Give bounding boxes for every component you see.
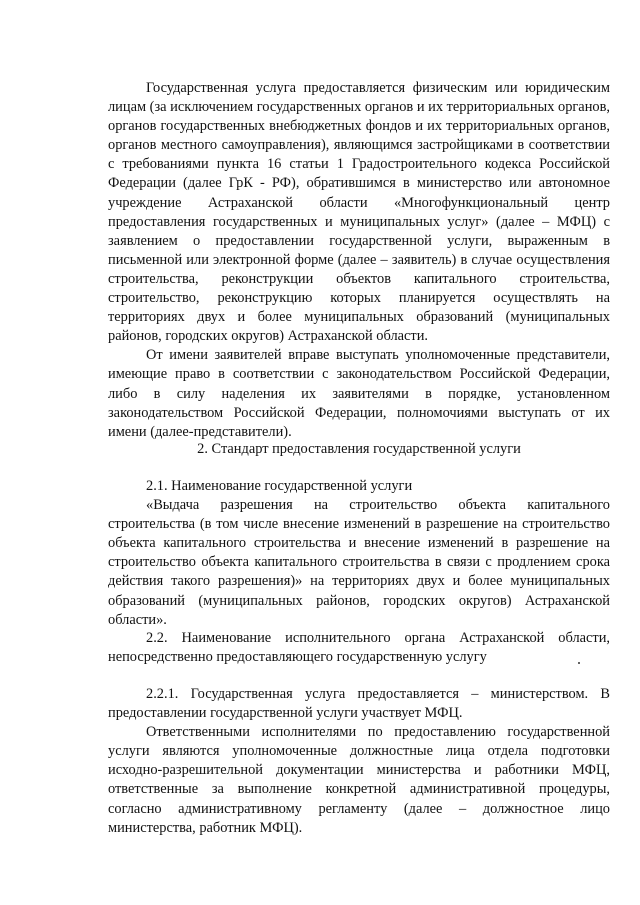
paragraph-representatives: От имени заявителей вправе выступать уполномоченные представители, имеющие право в соответствии с законодательством Российской Федерации, либо в силу наделения их заявителями в порядке, установленном законодательством Российской Федерации, полномочиями выступать от их имени (далее-представители). xyxy=(108,347,610,440)
stray-dot-mark xyxy=(578,662,580,664)
item-2-1-heading: 2.1. Наименование государственной услуги xyxy=(146,478,413,494)
item-2-1-block xyxy=(108,477,610,630)
paragraph-recipients: Государственная услуга предоставляется физическим или юридическим лицам (за исключением государственных органов и их территориальных органов, органов государственных внебюджетных фондов и их территориальных органов, органов местного самоуправления), являющимся застройщиками в соответствии с требованиями пункта 16 статьи 1 Градостроительного кодекса Российской Федерации (далее ГрК - РФ), обратившимся в министерство или автономное учреждение Астраханской области «Многофункциональный центр предоставления государственных и муниципальных услуг» (далее – МФЦ) с заявлением о предоставлении государственной услуги, выраженным в письменной или электронной форме (далее – заявитель) в случае осуществления строительства, реконструкции объектов капитального строительства, строительство, реконструкцию которых планируется осуществлять на территориях двух и более муниципальных образований (муниципальных районов, городских округов) Астраханской области. xyxy=(108,80,610,345)
item-2-1-text: «Выдача разрешения на строительство объекта капитального строительства (в том числе внесение изменений в разрешение на строительство объекта капитального строительства и внесение изменений в разрешение на строительство объекта капитального строительства в связи с продлением срока действия такого разрешения)» на территориях двух и более муниципальных образований (муниципальных районов, городских округов) Астраханской области». xyxy=(108,497,610,628)
intro-block xyxy=(108,79,610,442)
item-2-2-1-text: 2.2.1. Государственная услуга предоставляется – министерством. В предоставлении государственной услуги участвует МФЦ. xyxy=(108,686,610,722)
section-heading: 2. Стандарт предоставления государственной услуги xyxy=(197,441,521,457)
item-2-2-block xyxy=(108,629,610,667)
section-2-heading-block xyxy=(108,440,610,459)
responsible-text: Ответственными исполнителями по предоставлению государственной услуги являются уполномоченные должностные лица отдела подготовки исходно-разрешительной документации министерства и работники МФЦ, ответственные за выполнение конкретной административной процедуры, согласно административному регламенту (далее – должностное лицо министерства, работник МФЦ). xyxy=(108,724,610,836)
item-2-2-1-block xyxy=(108,685,610,838)
item-2-2-heading: 2.2. Наименование исполнительного органа Астраханской области, непосредственно предоставляющего государственную услугу xyxy=(108,630,610,666)
